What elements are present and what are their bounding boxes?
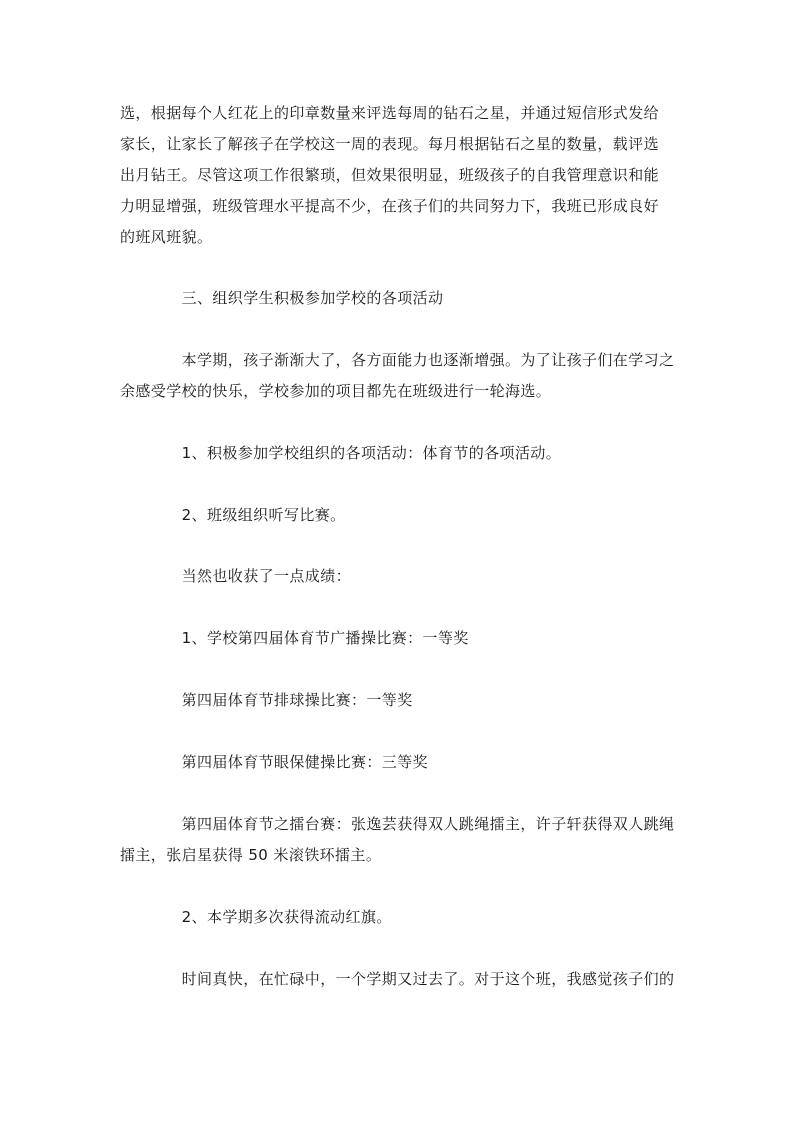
list-item-dictation — [120, 500, 680, 531]
list-item-red-flag — [120, 902, 680, 933]
text-line: 第四届体育节眼保健操比赛：三等奖 — [120, 753, 429, 771]
paragraph-class-management — [120, 98, 680, 253]
award-eye-exercise — [120, 747, 680, 778]
text-line: 家长，让家长了解孩子在学校这一周的表现。每月根据钻石之星的数量，载评选 — [120, 135, 660, 153]
paragraph-semester-intro — [120, 345, 680, 407]
text-line: 选，根据每个人红花上的印章数量来评选每周的钻石之星，并通过短信形式发给 — [120, 104, 660, 122]
paragraph-achievements-intro — [120, 561, 680, 592]
text-line: 余感受学校的快乐，学校参加的项目都先在班级进行一轮海选。 — [120, 382, 552, 400]
text-line: 第四届体育节排球操比赛：一等奖 — [120, 691, 413, 709]
text-line: 时间真快，在忙碌中，一个学期又过去了。对于这个班，我感觉孩子们的 — [120, 970, 675, 988]
paragraph-closing — [120, 964, 680, 995]
text-line: 2、本学期多次获得流动红旗。 — [120, 908, 392, 926]
text-line: 2、班级组织听写比赛。 — [120, 506, 346, 524]
text-line: 第四届体育节之擂台赛：张逸芸获得双人跳绳擂主，许子轩获得双人跳绳 — [120, 815, 675, 833]
text-line: 三、组织学生积极参加学校的各项活动 — [120, 289, 444, 307]
section-heading-activities — [120, 283, 680, 314]
text-line: 当然也收获了一点成绩： — [120, 567, 352, 585]
text-line: 力明显增强，班级管理水平提高不少，在孩子们的共同努力下，我班已形成良好 — [120, 197, 660, 215]
award-challenge-contest — [120, 809, 680, 871]
award-broadcast-exercise — [120, 623, 680, 654]
text-line: 本学期，孩子渐渐大了，各方面能力也逐渐增强。为了让孩子们在学习之 — [120, 351, 675, 369]
text-line: 的班风班貌。 — [120, 228, 213, 246]
text-line: 1、积极参加学校组织的各项活动：体育节的各项活动。 — [120, 444, 562, 462]
text-line: 出月钻王。尽管这项工作很繁琐，但效果很明显，班级孩子的自我管理意识和能 — [120, 166, 660, 184]
text-line: 1、学校第四届体育节广播操比赛：一等奖 — [120, 629, 469, 647]
award-volleyball-exercise — [120, 685, 680, 716]
list-item-activities — [120, 438, 680, 469]
text-line: 擂主，张启星获得 50 米滚铁环擂主。 — [120, 846, 382, 864]
